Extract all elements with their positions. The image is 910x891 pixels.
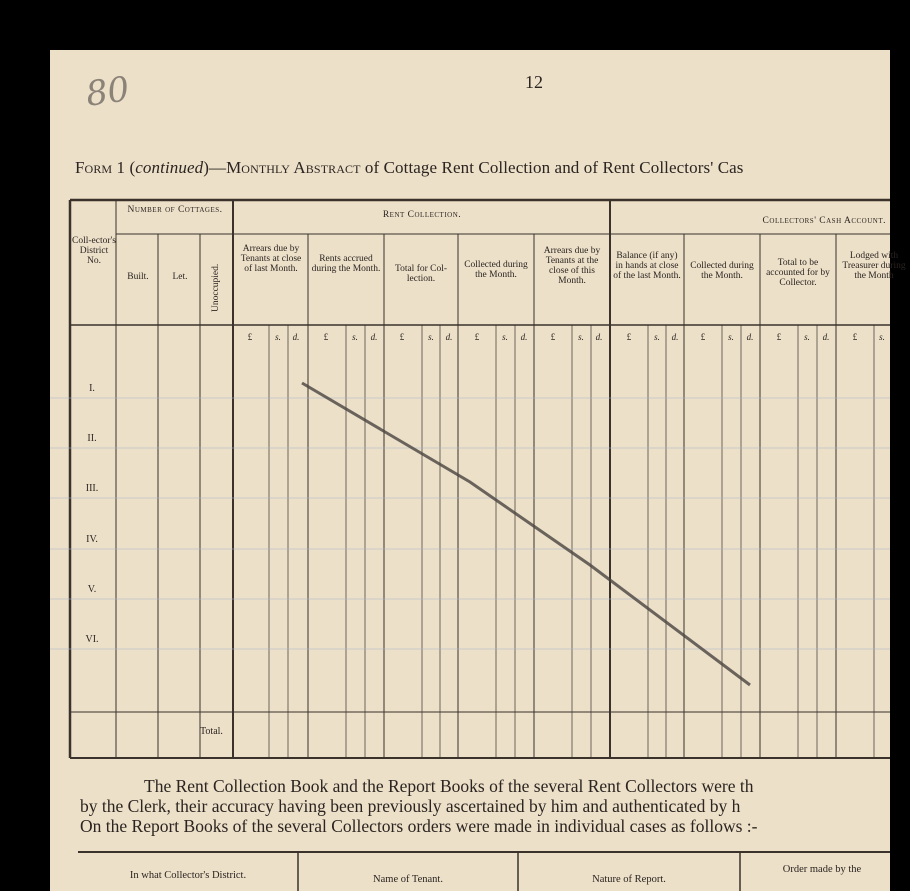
currency-pence-label: d. (445, 332, 453, 342)
group-number-of-cottages: Number of Cottages. (127, 205, 223, 215)
col-balance: Balance (if any) in hands at close of the last Month. (613, 251, 681, 281)
paragraph (80, 776, 757, 836)
row-label: III. (85, 483, 99, 494)
currency-pound-label: £ (323, 332, 329, 342)
col-district: Coll-ector's District No. (72, 236, 116, 266)
currency-shilling-label: s. (879, 332, 885, 342)
bottom-col-district: In what Collector's District. (129, 870, 247, 881)
paragraph-line: by the Clerk, their accuracy having been previously ascertained by him and authenticated by h (80, 796, 741, 816)
page-number: 12 (525, 72, 543, 92)
row-label: VI. (85, 634, 99, 645)
currency-pence-label: d. (370, 332, 378, 342)
currency-pound-label: £ (550, 332, 556, 342)
pencil-annotation: 80 (83, 69, 132, 115)
currency-pound-label: £ (247, 332, 253, 342)
currency-pence-label: d. (595, 332, 603, 342)
currency-shilling-label: s. (654, 332, 660, 342)
form-label: Form 1 (75, 158, 126, 177)
currency-pound-label: £ (852, 332, 858, 342)
paragraph-line: On the Report Books of the several Collectors orders were made in individual cases as follows :- (80, 816, 758, 836)
currency-shilling-label: s. (804, 332, 810, 342)
col-rents-accrued: Rents accrued during the Month. (311, 254, 381, 274)
row-label: IV. (86, 534, 98, 545)
bottom-col-tenant: Name of Tenant. (373, 874, 443, 885)
row-label: V. (87, 584, 97, 595)
currency-pound-label: £ (399, 332, 405, 342)
currency-pence-label: d. (292, 332, 300, 342)
col-let: Let. (172, 272, 188, 282)
col-total-accounted: Total to be accounted for by Collector. (766, 258, 830, 288)
bottom-col-report: Nature of Report. (592, 874, 666, 885)
pencil-strike (302, 383, 750, 685)
row-label: II. (87, 433, 97, 444)
col-total-collection: Total for Col-lection. (394, 264, 448, 284)
currency-shilling-label: s. (502, 332, 508, 342)
currency-pence-label: d. (822, 332, 830, 342)
col-collected: Collected during the Month. (464, 260, 528, 280)
group-cash-account: Collectors' Cash Account. (762, 216, 886, 226)
currency-pence-label: d. (520, 332, 528, 342)
col-collected-cash: Collected during the Month. (690, 261, 754, 281)
abstract-label: —Monthly Abstract (208, 158, 361, 177)
bottom-col-order: Order made by the (782, 864, 862, 875)
col-arrears-last: Arrears due by Tenants at close of last Month. (240, 244, 302, 274)
form-title-rest: of Cottage Rent Collection and of Rent Collectors' Cas (360, 158, 744, 177)
currency-shilling-label: s. (728, 332, 734, 342)
currency-pound-label: £ (474, 332, 480, 342)
row-label: I. (89, 383, 95, 394)
currency-pence-label: d. (671, 332, 679, 342)
total-label: Total. (200, 726, 223, 737)
col-built: Built. (127, 272, 149, 282)
currency-shilling-label: s. (352, 332, 358, 342)
currency-pound-label: £ (776, 332, 782, 342)
currency-pence-label: d. (746, 332, 754, 342)
group-rent-collection: Rent Collection. (382, 210, 462, 220)
table-grid (50, 50, 890, 891)
paragraph-line: The Rent Collection Book and the Report Books of the several Rent Collectors were th (144, 776, 754, 796)
currency-shilling-label: s. (578, 332, 584, 342)
currency-shilling-label: s. (275, 332, 281, 342)
currency-pound-label: £ (700, 332, 706, 342)
currency-pound-label: £ (626, 332, 632, 342)
col-lodged: Lodged with Treasurer during the Month (842, 251, 906, 281)
form-title: Form 1 (continued)—Monthly Abstract of Cottage Rent Collection and of Rent Collectors' Cas (75, 158, 744, 177)
col-arrears-this: Arrears due by Tenants at the close of this Month. (543, 246, 601, 286)
document-page (50, 50, 906, 891)
col-unoccupied: Unoccupied. (211, 263, 221, 312)
continued-label: continued (135, 158, 204, 177)
currency-shilling-label: s. (428, 332, 434, 342)
